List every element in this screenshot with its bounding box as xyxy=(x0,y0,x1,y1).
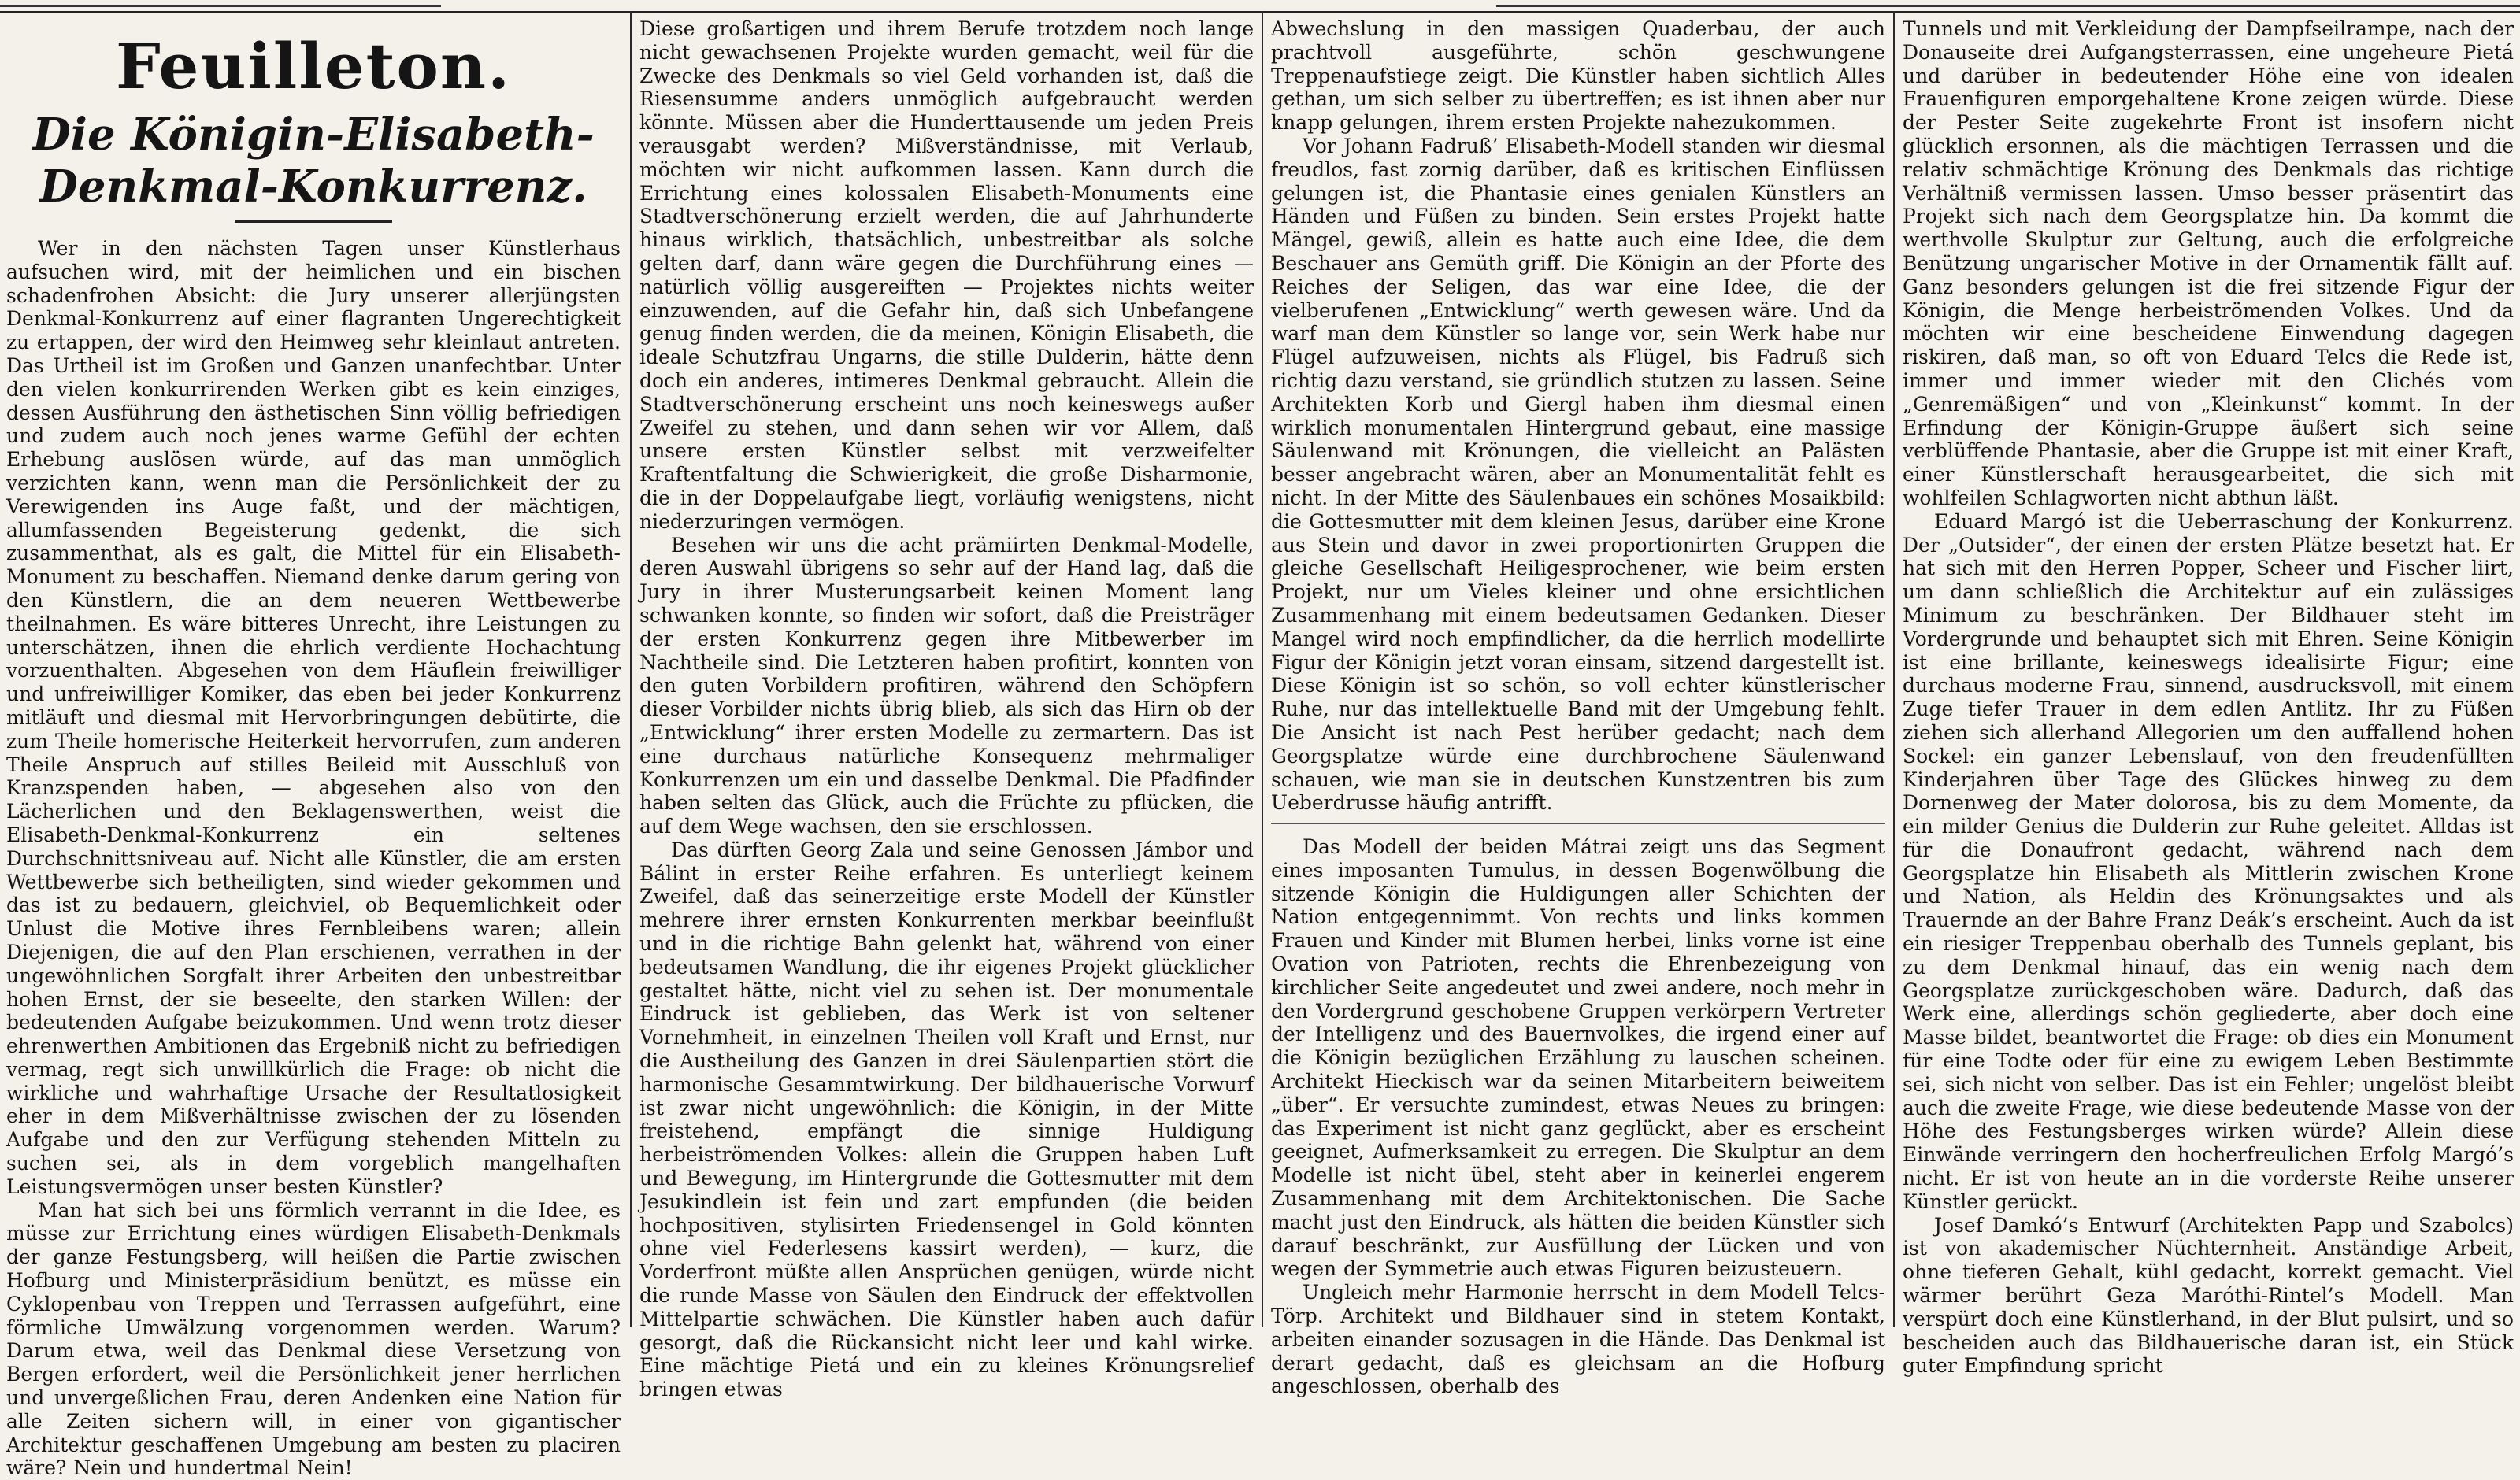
paragraph: Man hat sich bei uns förmlich verrannt in die Idee, es müsse zur Errichtung eines würdigen Elisabeth-Denkmals der ganze Festungsberg, will heißen die Partie zwischen Hofburg und Ministerpräsidium benützt, es müsse ein Cyklopenbau von Treppen und Terrassen aufgeführt, eine förmliche Umwälzung vorgenommen werden. Warum? Darum etwa, weil das Denkmal diese Versetzung von Bergen erfordert, weil die Persönlichkeit jener herrlichen und unvergeßlichen Frau, deren Andenken eine Nation für alle Zeiten sichern will, in einer von gigantischer Architektur geschaffenen Umgebung am besten zu placiren wäre? Nein und hundertmal Nein! xyxy=(6,1198,621,1480)
paragraph: Das dürften Georg Zala und seine Genossen Jámbor und Bálint in erster Reihe erfahren. Es unterliegt keinem Zweifel, daß das seinerzeitige erste Modell der Künstler mehrere ihrer ernsten Konkurrenten merkbar beeinflußt und in die richtige Bahn gelenkt hat, während von einer bedeutsamen Wandlung, die ihr eigenes Projekt glücklicher gestaltet hätte, nicht viel zu sehen ist. Der monumentale Eindruck ist geblieben, das Werk ist von seltener Vornehmheit, in einzelnen Theilen voll Kraft und Ernst, nur die Austheilung des Ganzen in drei Säulenpartien stört die harmonische Gesammtwirkung. Der bildhauerische Vorwurf ist zwar nicht ungewöhnlich: die Königin, in der Mitte freistehend, empfängt die sinnige Huldigung herbeiströmenden Volkes: allein die Gruppen haben Luft und Bewegung, im Hintergrunde die Gottesmutter mit dem Jesukindlein ist fein und zart empfunden (die beiden hochpositiven, stylisirten Friedensengel in Gold könnten ohne viel Federlesens kassirt werden), — kurz, die Vorderfront müßte allen Ansprüchen genügen, würde nicht die runde Masse von Säulen den Eindruck der effektvollen Mittelpartie schwächen. Die Künstler haben auch dafür gesorgt, daß die Rückansicht nicht leer und kahl wirke. Eine mächtige Pietá und ein zu kleines Krönungsrelief bringen etwas xyxy=(639,838,1254,1401)
column-divider xyxy=(1262,11,1263,1327)
paragraph: Diese großartigen und ihrem Berufe trotzdem noch lange nicht gewachsenen Projekte wurden gemacht, weil für die Zwecke des Denkmals so viel Geld vorhanden ist, daß die Riesensumme anders unmöglich aufgebraucht werden könnte. Müssen aber die Hunderttausende um jeden Preis verausgabt werden? Mißverständnisse, mit Verlaub, möchten wir nicht aufkommen lassen. Kann durch die Errichtung eines kolossalen Elisabeth-Monuments eine Stadtverschönerung erzielt werden, die auf Jahrhunderte hinaus wirklich, thatsächlich, unbestreitbar als solche gelten darf, dann wäre gegen die Durchführung eines — natürlich völlig ausgereiften — Projektes nichts weiter einzuwenden, auf die Gefahr hin, daß sich Unbefangene genug finden werden, die da meinen, Königin Elisabeth, die ideale Schutzfrau Ungarns, die stille Dulderin, hätte denn doch ein anderes, intimeres Denkmal gebraucht. Allein die Stadtverschönerung erscheint uns noch keineswegs außer Zweifel zu stehen, und dann sehen wir vor Allem, daß unsere ersten Künstler selbst mit verzweifelter Kraftentfaltung die Schwierigkeit, die große Disharmonie, die in der Doppelaufgabe liegt, vorläufig wenigstens, nicht niederzuringen vermögen. xyxy=(639,17,1254,533)
page-top-strip xyxy=(0,0,2520,13)
headline-divider xyxy=(235,220,392,223)
feuilleton-heading: Feuilleton. xyxy=(116,29,511,103)
paragraph: Besehen wir uns die acht prämiirten Denkmal-Modelle, deren Auswahl übrigens so sehr auf der Hand lag, daß die Jury in ihrer Musterungsarbeit keinen Moment lang schwanken konnte, so finden wir sofort, daß die Preisträger der ersten Konkurrenz gegen ihre Mitbewerber im Nachtheile sind. Die Letzteren haben profitirt, konnten von den guten Vorbildern profitiren, während den Schöpfern dieser Vorbilder nichts übrig blieb, als sich das Hirn ob der „Entwicklung“ ihrer ersten Modelle zu zermartern. Das ist eine durchaus natürliche Konsequenz mehrmaliger Konkurrenzen um ein und dasselbe Denkmal. Die Pfadfinder haben selten das Glück, auch die Früchte zu pflücken, die auf dem Wege wachsen, den sie erschlossen. xyxy=(639,533,1254,838)
column-1 xyxy=(6,17,621,1480)
top-rule-right xyxy=(1496,5,2520,7)
paragraph: Das Modell der beiden Mátrai zeigt uns das Segment eines imposanten Tumulus, in dessen Bogenwölbung die sitzende Königin die Huldigungen aller Schichten der Nation entgegennimmt. Von rechts und links kommen Frauen und Kinder mit Blumen herbei, links vorne ist eine Ovation von Patrioten, rechts die Ehrenbezeigung von kirchlicher Seite angedeutet und zwei andere, noch mehr in den Vordergrund geschobene Gruppen verkörpern Vertreter der Intelligenz und des Bauernvolkes, die irgend einer auf die Königin bezüglichen Erzählung zu lauschen scheinen. Architekt Hieckisch war da seinen Mitarbeitern beiweitem „über“. Er versuchte zumindest, etwas Neues zu bringen: das Experiment ist nicht ganz geglückt, aber es erscheint geeignet, Aufmerksamkeit zu erregen. Die Skulptur an dem Modelle ist nicht übel, steht aber in keinerlei engerem Zusammenhang mit dem Architektonischen. Die Sache macht just den Eindruck, als hätten die beiden Künstler sich darauf beschränkt, zur Ausfüllung der Lücken und von wegen der Symmetrie auch etwas Figuren beizusteuern. xyxy=(1271,835,1885,1281)
column-divider xyxy=(1893,11,1895,1327)
column-divider xyxy=(630,11,632,1327)
paragraph: Tunnels und mit Verkleidung der Dampfseilrampe, nach der Donauseite drei Aufgangsterrassen, eine ungeheure Pietá und darüber in bedeutender Höhe eine von idealen Frauenfiguren emporgehaltene Krone zeigen würde. Diese der Pester Seite zugekehrte Front ist insofern nicht glücklich ersonnen, als die mächtigen Terrassen und die relativ schmächtige Krönung des Denkmals das richtige Verhältniß vermissen lassen. Umso besser präsentirt das Projekt sich nach dem Georgsplatze hin. Da kommt die werthvolle Skulptur zur Geltung, auch die erfolgreiche Benützung ungarischer Motive in der Ornamentik fällt auf. Ganz besonders gelungen ist die frei sitzende Figur der Königin, die Menge herbeiströmenden Volkes. Und da möchten wir eine bescheidene Einwendung dagegen riskiren, daß man, so oft von Eduard Telcs die Rede ist, immer und immer wieder mit den Clichés vom „Genremäßigen“ und von „Kleinkunst“ kommt. In der Erfindung der Königin-Gruppe äußert sich seine verblüffende Phantasie, aber die Gruppe ist mit einer Kraft, einer Künstlerschaft herausgearbeitet, die sich mit wohlfeilen Schlagworten nicht abthun läßt. xyxy=(1903,17,2514,509)
column-2 xyxy=(639,17,1254,1401)
top-rule-left xyxy=(0,5,441,7)
paragraph: Josef Damkó’s Entwurf (Architekten Papp und Szabolcs) ist von akademischer Nüchternheit. Anständige Arbeit, ohne tieferen Gehalt, kühl gedacht, korrekt gemacht. Viel wärmer berührt Geza Maróthi-Rintel’s Modell. Man verspürt doch eine Künstlerhand, in der Blut pulsirt, und so bescheiden auch das Bildhauerische daran ist, ein Stück guter Empfindung spricht xyxy=(1903,1213,2514,1378)
paragraph: Ungleich mehr Harmonie herrscht in dem Modell Telcs-Törp. Architekt und Bildhauer sind in stetem Kontakt, arbeiten einander sozusagen in die Hände. Das Denkmal ist derart gedacht, daß es gleichsam an die Hofburg angeschlossen, oberhalb des xyxy=(1271,1281,1885,1398)
paragraph: Abwechslung in den massigen Quaderbau, der auch prachtvoll ausgeführte, schön geschwungene Treppenaufstiege zeigt. Die Künstler haben sichtlich Alles gethan, um sich selber zu übertreffen; es ist ihnen aber nur knapp gelungen, ihrem ersten Projekte nahezukommen. xyxy=(1271,17,1885,135)
column-3 xyxy=(1271,17,1885,1398)
section-divider xyxy=(1271,823,1885,824)
column-4 xyxy=(1903,17,2514,1378)
paragraph: Vor Johann Fadruß’ Elisabeth-Modell standen wir diesmal freudlos, fast zornig darüber, daß es kritischen Einflüssen gelungen ist, die Phantasie eines genialen Künstlers an Händen und Füßen zu binden. Sein erstes Projekt hatte Mängel, gewiß, allein es hatte auch eine Idee, die dem Beschauer ans Gemüth griff. Die Königin an der Pforte des Reiches der Seligen, das war eine Idee, die der vielberufenen „Entwicklung“ werth gewesen wäre. Und da warf man dem Künstler so lange vor, sein Werk habe nur Flügel aufzuweisen, nichts als Flügel, bis Fadruß sich richtig dazu verstand, sie gründlich stutzen zu lassen. Seine Architekten Korb und Giergl haben ihm diesmal einen wirklich monumentalen Hintergrund gebaut, eine massige Säulenwand mit Krönungen, die vielleicht an Palästen besser angebracht wären, aber an Monumentalität fehlt es nicht. In der Mitte des Säulenbaues ein schönes Mosaikbild: die Gottesmutter mit dem kleinen Jesus, darüber eine Krone aus Stein und davor in zwei proportionirten Gruppen die gleiche Gesellschaft Heiligesprochener, wie beim ersten Projekt, nur um Vieles kleiner und ohne ersichtlichen Zusammenhang mit einem bedeutsamen Gedanken. Dieser Mangel wird noch empfindlicher, da die herrlich modellirte Figur der Königin jetzt voran einsam, sitzend dargestellt ist. Diese Königin ist so schön, so voll echter künstlerischer Ruhe, nur das intellektuelle Band mit der Umgebung fehlt. Die Ansicht ist nach Pest herüber gedacht; nach dem Georgsplatze würde eine durchbrochene Säulenwand schauen, wie man sie in deutschen Kunstzentren bis zum Ueberdrusse häufig antrifft. xyxy=(1271,134,1885,815)
paragraph: Eduard Margó ist die Ueberraschung der Konkurrenz. Der „Outsider“, der einen der ersten Plätze besetzt hat. Er hat sich mit den Herren Popper, Scheer und Fischer liirt, um dann schließlich die Architektur auf ein zulässiges Minimum zu beschränken. Der Bildhauer steht im Vordergrunde und behauptet sich mit Ehren. Seine Königin ist eine brillante, keineswegs idealisirte Figur; eine durchaus moderne Frau, sinnend, ausdrucksvoll, mit einem Zuge tiefer Trauer in dem edlen Antlitz. Ihr zu Füßen ziehen sich allerhand Allegorien um den auffallend hohen Sockel: ein ganzer Lebenslauf, von den freudenfüllten Kinderjahren über Tage des Glückes hinweg zu dem Dornenweg der Mater dolorosa, bis zu dem Momente, da ein milder Genius die Dulderin zur Ruhe geleitet. Alldas ist für die Donaufront gedacht, während nach dem Georgsplatze hin Elisabeth als Mittlerin zwischen Krone und Nation, als Heldin des Krönungsaktes und als Trauernde an der Bahre Franz Deák’s erscheint. Auch da ist ein riesiger Treppenbau oberhalb des Tunnels geplant, bis zu dem Denkmal hinauf, das ein wenig nach dem Georgsplatze zurückgeschoben wäre. Dadurch, daß das Werk eine, allerdings schön gegliederte, aber doch eine Masse bildet, beantwortet die Frage: ob dies ein Monument für eine Todte oder für eine zu ewigem Leben Bestimmte sei, sich nicht von selber. Das ist ein Fehler; ungelöst bleibt auch die zweite Frage, wie diese bedeutende Masse von der Höhe des Festungsberges wirken würde? Allein diese Einwände verringern den hocherfreulichen Erfolg Margó’s nicht. Er ist von heute an in die vorderste Reihe unserer Künstler gerückt. xyxy=(1903,509,2514,1213)
article-headline: Die Königin-Elisabeth-Denkmal-Konkurrenz. xyxy=(32,109,595,213)
paragraph: Wer in den nächsten Tagen unser Künstlerhaus aufsuchen wird, mit der heimlichen und ein bischen schadenfrohen Absicht: die Jury unserer allerjüngsten Denkmal-Konkurrenz auf einer flagranten Ungerechtigkeit zu ertappen, der wird den Heimweg sehr kleinlaut antreten. Das Urtheil ist im Großen und Ganzen unanfechtbar. Unter den vielen konkurrirenden Werken gibt es kein einziges, dessen Ausführung den ästhetischen Sinn völlig befriedigen und zudem auch noch jenes warme Gefühl der echten Erhebung auslösen würde, auf das man unmöglich verzichten kann, wenn man die Persönlichkeit der zu Verewigenden ins Auge faßt, und der mächtigen, allumfassenden Begeisterung gedenkt, die sich zusammenthat, als es galt, die Mittel für ein Elisabeth-Monument zu beschaffen. Niemand denke darum gering von den Künstlern, die an dem neueren Wettbewerbe theilnahmen. Es wäre bitteres Unrecht, ihre Leistungen zu unterschätzen, ihnen die ehrlich verdiente Hochachtung vorzuenthalten. Abgesehen von dem Häuflein freiwilliger und unfreiwilliger Komiker, das eben bei jeder Konkurrenz mitläuft und diesmal mit Hervorbringungen debütirte, die zum Theile homerische Heiterkeit hervorrufen, zum anderen Theile Anspruch auf stilles Beileid mit Ausschluß von Kranzspenden haben, — abgesehen also von den Lächerlichen und den Beklagenswerthen, weist die Elisabeth-Denkmal-Konkurrenz ein seltenes Durchschnittsniveau auf. Nicht alle Künstler, die am ersten Wettbewerbe sich betheiligten, sind wieder gekommen und das ist zu bedauern, gleichviel, ob Bequemlichkeit oder Unlust die Motive ihres Fernbleibens waren; allein Diejenigen, die auf den Plan erschienen, verrathen in der ungewöhnlichen Sorgfalt ihrer Arbeiten den unbestreitbar hohen Ernst, der sie beseelte, den starken Willen: der bedeutenden Aufgabe beizukommen. Und wenn trotz dieser ehrenwerthen Ambitionen das Ergebniß nicht zu befriedigen vermag, regt sich unwillkürlich die Frage: ob nicht die wirkliche und wahrhaftige Ursache der Resultatlosigkeit eher in dem Mißverhältnisse zwischen der zu lösenden Aufgabe und den zur Verfügung stehenden Mitteln zu suchen sei, als in dem vorgeblich mangelhaften Leistungsvermögen unser besten Künstler? xyxy=(6,237,621,1198)
